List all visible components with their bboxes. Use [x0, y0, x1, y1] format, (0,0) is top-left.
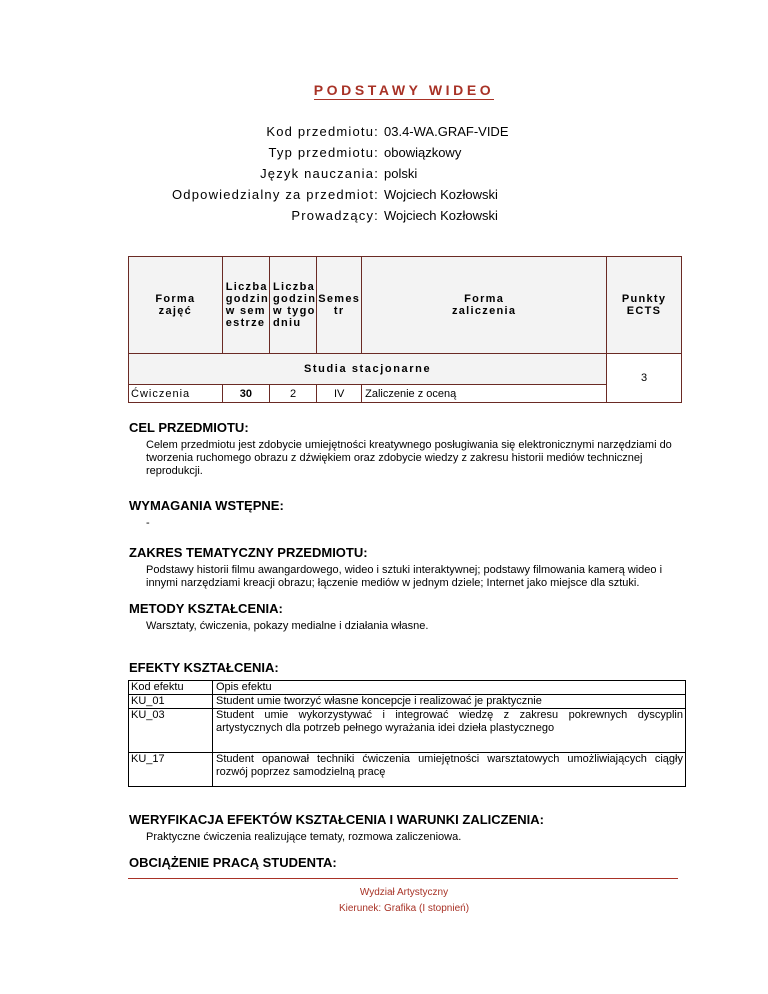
header-text: w sem: [225, 305, 266, 317]
header-forma-zajec: [129, 257, 223, 354]
meta-value: Wojciech Kozłowski: [384, 187, 498, 202]
section-weryfikacja: [129, 812, 689, 844]
meta-label: Język nauczania:: [260, 166, 379, 181]
header-text: Liczba: [225, 281, 268, 293]
efekty-header-opis: Opis efektu: [213, 681, 686, 695]
section-heading: OBCIĄŻENIE PRACĄ STUDENTA:: [129, 855, 337, 870]
efekty-kod: KU_17: [129, 753, 213, 787]
table-row: [129, 709, 686, 753]
section-heading: CEL PRZEDMIOTU:: [129, 420, 249, 435]
header-text: w tygo: [272, 305, 316, 317]
section-efekty: [129, 660, 689, 675]
section-body: Podstawy historii filmu awangardowego, wideo i sztuki interaktywnej; podstawy filmowania kamerą wideo i innymi narzędziami kreacji obrazu; łączenie mediów w jednym dziele; Internet jako miejsce dla sztuki.: [146, 564, 663, 589]
section-heading: METODY KSZTAŁCENIA:: [129, 601, 283, 616]
section-body: Praktyczne ćwiczenia realizujące tematy, rozmowa zaliczeniowa.: [146, 831, 462, 843]
footer-program: Kierunek: Grafika (I stopnień): [338, 903, 470, 914]
cell-godz-tyg: 2: [269, 385, 316, 403]
section-body: Warsztaty, ćwiczenia, pokazy medialne i działania własne.: [146, 620, 429, 632]
meta-label: Kod przedmiotu:: [266, 124, 379, 139]
section-body: -: [146, 517, 150, 529]
section-zakres: [129, 545, 689, 590]
header-text: Liczba: [272, 281, 316, 293]
header-godziny-tydzien: [269, 257, 316, 354]
section-body: Celem przedmiotu jest zdobycie umiejętności kreatywnego posługiwania się elektronicznymi narzędziami do tworzenia ruchomego obrazu z dźwiękiem oraz zdobycie wiedzy z zakresu historii mediów technicznej reprodukcji.: [146, 439, 672, 477]
section-heading: WERYFIKACJA EFEKTÓW KSZTAŁCENIA I WARUNKI ZALICZENIA:: [129, 812, 545, 827]
header-text: Semes: [318, 293, 361, 305]
footer-divider: [128, 878, 678, 879]
cell-semestr: IV: [317, 385, 362, 403]
efekty-opis: Student umie wykorzystywać i integrować wiedzę z zakresu pokrewnych dyscyplin artystycznych dla potrzeb pełnego wyrażania idei dzieła plastycznego: [213, 709, 686, 753]
header-text: estrze: [225, 317, 266, 329]
table-row: [129, 695, 686, 709]
cell-forma: Ćwiczenia: [129, 385, 223, 403]
section-obciazenie: [129, 855, 689, 870]
cell-zaliczenie: Zaliczenie z oceną: [362, 385, 607, 403]
meta-value: polski: [384, 166, 418, 181]
header-text: zaliczenia: [451, 305, 517, 317]
efekty-kod: KU_03: [129, 709, 213, 753]
meta-value: Wojciech Kozłowski: [384, 208, 498, 223]
page-title-text: PODSTAWY WIDEO: [313, 82, 495, 98]
ects-value: 3: [607, 354, 682, 403]
efekty-header-kod: Kod efektu: [129, 681, 213, 695]
header-text: zajęć: [158, 305, 193, 317]
header-text: godzin: [272, 293, 317, 305]
efekty-kod: KU_01: [129, 695, 213, 709]
table-row: [129, 753, 686, 787]
section-cel: [129, 420, 689, 478]
header-forma-zaliczenia: [362, 257, 607, 354]
header-text: godzin: [225, 293, 269, 305]
meta-value: 03.4-WA.GRAF-VIDE: [384, 124, 509, 139]
section-wymagania: [129, 498, 689, 530]
header-godziny-semestr: [222, 257, 269, 354]
header-text: tr: [333, 305, 345, 317]
efekty-opis: Student umie tworzyć własne koncepcje i realizować je praktycznie: [213, 695, 686, 709]
header-text: dniu: [272, 317, 302, 329]
footer-faculty: Wydział Artystyczny: [359, 887, 449, 898]
header-text: Forma: [464, 293, 505, 305]
section-metody: [129, 601, 689, 633]
header-semestr: [317, 257, 362, 354]
course-table: [128, 256, 682, 403]
meta-value: obowiązkowy: [384, 145, 462, 160]
meta-label: Odpowiedzialny za przedmiot:: [171, 187, 379, 202]
section-heading: ZAKRES TEMATYCZNY PRZEDMIOTU:: [129, 545, 368, 560]
studia-row: Studia stacjonarne: [129, 354, 607, 385]
efekty-table: [128, 680, 686, 787]
meta-label: Typ przedmiotu:: [268, 145, 379, 160]
header-text: ECTS: [626, 305, 662, 317]
header-punkty-ects: [607, 257, 682, 354]
section-heading: WYMAGANIA WSTĘPNE:: [129, 498, 284, 513]
efekty-opis: Student opanował techniki ćwiczenia umiejętności warsztatowych umożliwiających ciągły rozwój poprzez samodzielną pracę: [213, 753, 686, 787]
header-text: Forma: [155, 293, 196, 305]
cell-godz-sem: 30: [222, 385, 269, 403]
section-heading: EFEKTY KSZTAŁCENIA:: [129, 660, 279, 675]
page-title: [0, 82, 768, 98]
header-text: Punkty: [621, 293, 667, 305]
meta-label: Prowadzący:: [291, 208, 379, 223]
